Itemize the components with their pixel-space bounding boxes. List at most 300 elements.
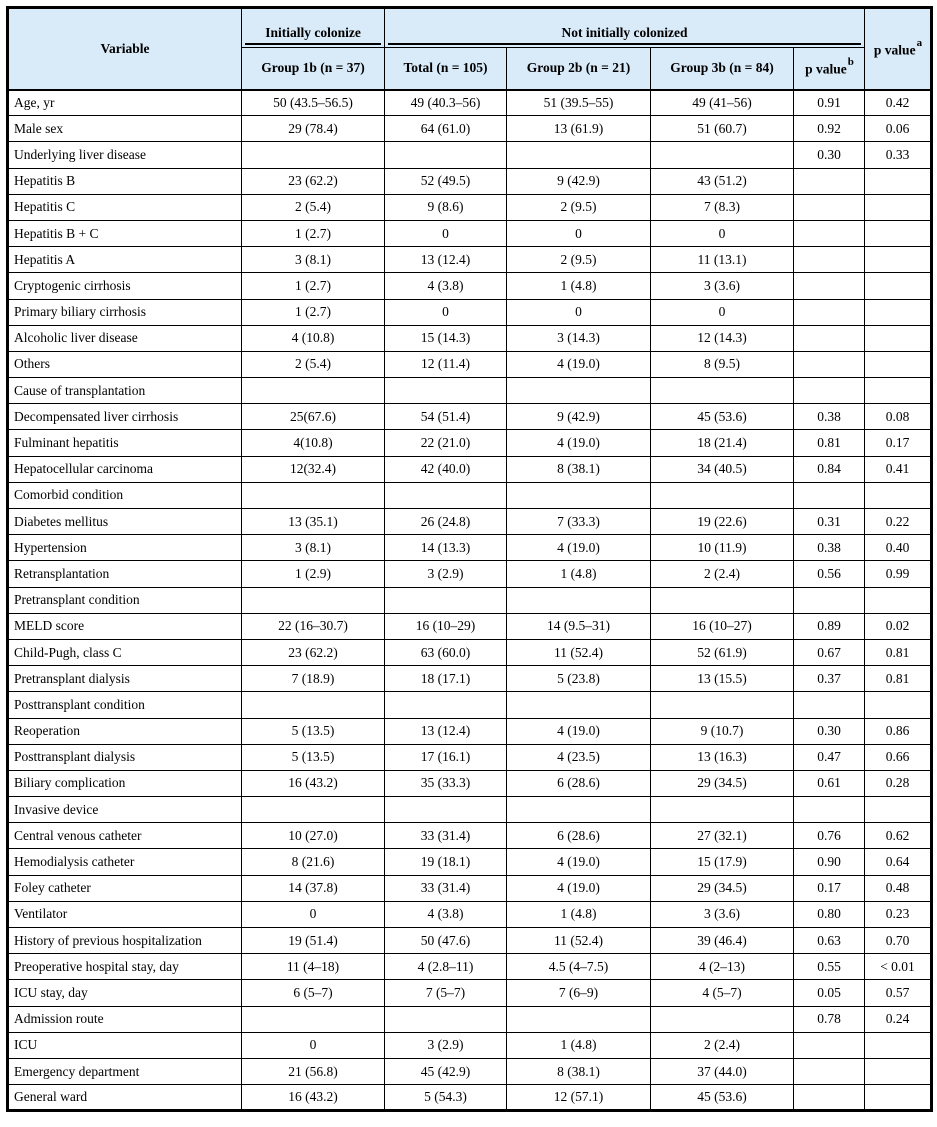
group2b-cell: 9 (42.9) (507, 168, 651, 194)
group3b-cell: 37 (44.0) (651, 1058, 794, 1084)
group2b-cell: 7 (6–9) (507, 980, 651, 1006)
group1b-cell: 5 (13.5) (242, 744, 385, 770)
table-row (8, 744, 932, 770)
group2b-cell: 13 (61.9) (507, 116, 651, 142)
variable-cell: Hepatitis B (8, 168, 242, 194)
group3b-cell: 51 (60.7) (651, 116, 794, 142)
table-row (8, 509, 932, 535)
group2b-cell: 12 (57.1) (507, 1085, 651, 1111)
table-row (8, 351, 932, 377)
group1b-cell: 16 (43.2) (242, 770, 385, 796)
p-value-b-cell (794, 1032, 865, 1058)
p-value-a-cell (865, 692, 932, 718)
table-row (8, 561, 932, 587)
table-row (8, 954, 932, 980)
group1b-cell: 1 (2.7) (242, 299, 385, 325)
group1b-cell: 13 (35.1) (242, 509, 385, 535)
not-initially-colonized-label: Not initially colonized (388, 25, 861, 45)
group3b-cell: 16 (10–27) (651, 613, 794, 639)
column-header-p-value-b (794, 48, 865, 90)
p-value-a-cell (865, 482, 932, 508)
variable-cell: Biliary complication (8, 770, 242, 796)
variable-cell: Fulminant hepatitis (8, 430, 242, 456)
variable-cell: Primary biliary cirrhosis (8, 299, 242, 325)
group3b-cell: 2 (2.4) (651, 561, 794, 587)
variable-cell: Comorbid condition (8, 482, 242, 508)
variable-cell: Others (8, 351, 242, 377)
table-row (8, 849, 932, 875)
table-row (8, 718, 932, 744)
p-value-a-cell: 0.62 (865, 823, 932, 849)
table-row (8, 1006, 932, 1032)
variable-cell: Hepatitis A (8, 247, 242, 273)
p-value-a-cell (865, 1085, 932, 1111)
column-header-total: Total (n = 105) (385, 48, 507, 90)
header-row-spans (8, 8, 932, 48)
group2b-cell (507, 1006, 651, 1032)
p-value-b-cell: 0.38 (794, 535, 865, 561)
p-value-b-cell: 0.47 (794, 744, 865, 770)
variable-cell: Alcoholic liver disease (8, 325, 242, 351)
group1b-cell: 11 (4–18) (242, 954, 385, 980)
p-value-b-cell (794, 299, 865, 325)
total-cell (385, 378, 507, 404)
group2b-cell: 8 (38.1) (507, 1058, 651, 1084)
p-value-a-cell (865, 194, 932, 220)
group1b-cell: 5 (13.5) (242, 718, 385, 744)
p-value-b-cell: 0.56 (794, 561, 865, 587)
table-row (8, 875, 932, 901)
table-row (8, 613, 932, 639)
group2b-cell: 8 (38.1) (507, 456, 651, 482)
p-value-b-cell: 0.81 (794, 430, 865, 456)
table-row (8, 430, 932, 456)
p-value-b-cell: 0.90 (794, 849, 865, 875)
p-value-a-cell (865, 378, 932, 404)
variable-cell: Admission route (8, 1006, 242, 1032)
variable-cell: Emergency department (8, 1058, 242, 1084)
p-value-a-cell (865, 797, 932, 823)
total-cell: 7 (5–7) (385, 980, 507, 1006)
total-cell: 35 (33.3) (385, 770, 507, 796)
variable-cell: Invasive device (8, 797, 242, 823)
group3b-cell (651, 1006, 794, 1032)
p-value-b-cell: 0.84 (794, 456, 865, 482)
p-value-a-cell: 0.66 (865, 744, 932, 770)
variable-cell: Foley catheter (8, 875, 242, 901)
column-header-group1b: Group 1b (n = 37) (242, 48, 385, 90)
group2b-cell (507, 587, 651, 613)
group2b-cell: 1 (4.8) (507, 273, 651, 299)
total-cell: 42 (40.0) (385, 456, 507, 482)
variable-cell: Ventilator (8, 901, 242, 927)
table-row (8, 901, 932, 927)
variable-cell: Posttransplant condition (8, 692, 242, 718)
variable-cell: Diabetes mellitus (8, 509, 242, 535)
p-value-b-cell (794, 1058, 865, 1084)
group2b-cell: 14 (9.5–31) (507, 613, 651, 639)
p-value-a-cell: 0.40 (865, 535, 932, 561)
variable-cell: Child-Pugh, class C (8, 639, 242, 665)
group1b-cell (242, 692, 385, 718)
total-cell: 45 (42.9) (385, 1058, 507, 1084)
group1b-cell: 4(10.8) (242, 430, 385, 456)
group3b-cell: 13 (16.3) (651, 744, 794, 770)
total-cell: 50 (47.6) (385, 928, 507, 954)
group1b-cell: 7 (18.9) (242, 666, 385, 692)
p-value-a-cell: 0.23 (865, 901, 932, 927)
group3b-cell: 27 (32.1) (651, 823, 794, 849)
group1b-cell (242, 1006, 385, 1032)
group1b-cell: 25(67.6) (242, 404, 385, 430)
total-cell: 13 (12.4) (385, 718, 507, 744)
table-row (8, 980, 932, 1006)
group3b-cell: 13 (15.5) (651, 666, 794, 692)
group1b-cell (242, 797, 385, 823)
group3b-cell: 39 (46.4) (651, 928, 794, 954)
group1b-cell: 3 (8.1) (242, 247, 385, 273)
variable-cell: Retransplantation (8, 561, 242, 587)
variable-cell: Central venous catheter (8, 823, 242, 849)
group2b-cell: 4 (19.0) (507, 718, 651, 744)
variable-cell: MELD score (8, 613, 242, 639)
group2b-cell (507, 482, 651, 508)
table-row (8, 535, 932, 561)
group1b-cell: 12(32.4) (242, 456, 385, 482)
p-value-a-cell: 0.22 (865, 509, 932, 535)
group1b-cell: 23 (62.2) (242, 168, 385, 194)
p-value-b-cell (794, 273, 865, 299)
column-header-p-value-a (865, 8, 932, 90)
variable-cell: General ward (8, 1085, 242, 1111)
group3b-cell: 4 (5–7) (651, 980, 794, 1006)
group3b-cell: 18 (21.4) (651, 430, 794, 456)
group3b-cell: 11 (13.1) (651, 247, 794, 273)
total-cell: 4 (3.8) (385, 901, 507, 927)
p-value-b-cell: 0.78 (794, 1006, 865, 1032)
group3b-cell (651, 378, 794, 404)
group3b-cell (651, 692, 794, 718)
variable-cell: History of previous hospitalization (8, 928, 242, 954)
group2b-cell: 9 (42.9) (507, 404, 651, 430)
group3b-cell: 34 (40.5) (651, 456, 794, 482)
p-value-b-cell: 0.76 (794, 823, 865, 849)
group2b-cell (507, 142, 651, 168)
group2b-cell: 4 (19.0) (507, 351, 651, 377)
table-row (8, 797, 932, 823)
group3b-cell: 45 (53.6) (651, 404, 794, 430)
group2b-cell: 4 (19.0) (507, 535, 651, 561)
variable-cell: Reoperation (8, 718, 242, 744)
p-value-b-cell (794, 692, 865, 718)
group1b-cell: 0 (242, 901, 385, 927)
group3b-cell (651, 482, 794, 508)
p-value-a-cell: 0.57 (865, 980, 932, 1006)
p-value-a-cell (865, 1058, 932, 1084)
table-row (8, 666, 932, 692)
p-value-a-cell: 0.81 (865, 666, 932, 692)
group3b-cell: 29 (34.5) (651, 875, 794, 901)
group3b-cell (651, 142, 794, 168)
group1b-cell: 2 (5.4) (242, 351, 385, 377)
p-value-b-cell: 0.61 (794, 770, 865, 796)
initially-colonize-label: Initially colonize (245, 25, 381, 45)
group3b-cell: 8 (9.5) (651, 351, 794, 377)
group2b-cell: 4 (23.5) (507, 744, 651, 770)
p-value-a-cell (865, 351, 932, 377)
p-value-a-cell: 0.28 (865, 770, 932, 796)
total-cell: 14 (13.3) (385, 535, 507, 561)
group2b-cell: 4 (19.0) (507, 875, 651, 901)
p-value-b-cell: 0.31 (794, 509, 865, 535)
total-cell: 0 (385, 299, 507, 325)
group1b-cell (242, 482, 385, 508)
table-row (8, 692, 932, 718)
group3b-cell: 2 (2.4) (651, 1032, 794, 1058)
variable-cell: Preoperative hospital stay, day (8, 954, 242, 980)
group2b-cell: 2 (9.5) (507, 194, 651, 220)
p-value-b-cell (794, 797, 865, 823)
p-value-b-cell: 0.55 (794, 954, 865, 980)
p-value-b-cell (794, 247, 865, 273)
variable-cell: Male sex (8, 116, 242, 142)
group3b-cell: 0 (651, 220, 794, 246)
group2b-cell: 6 (28.6) (507, 770, 651, 796)
total-cell: 12 (11.4) (385, 351, 507, 377)
variable-cell: Cryptogenic cirrhosis (8, 273, 242, 299)
superscript-a: a (916, 36, 923, 49)
p-value-b-cell: 0.30 (794, 142, 865, 168)
p-value-a-cell: 0.81 (865, 639, 932, 665)
group1b-cell: 29 (78.4) (242, 116, 385, 142)
p-value-a-cell: 0.42 (865, 90, 932, 116)
p-value-a-cell: < 0.01 (865, 954, 932, 980)
group1b-cell: 2 (5.4) (242, 194, 385, 220)
group2b-cell: 3 (14.3) (507, 325, 651, 351)
group2b-cell (507, 378, 651, 404)
group1b-cell: 14 (37.8) (242, 875, 385, 901)
variable-cell: Hemodialysis catheter (8, 849, 242, 875)
p-value-a-cell: 0.99 (865, 561, 932, 587)
p-value-a-cell: 0.64 (865, 849, 932, 875)
group2b-cell: 51 (39.5–55) (507, 90, 651, 116)
table-row (8, 168, 932, 194)
table-row (8, 823, 932, 849)
p-value-a-cell: 0.86 (865, 718, 932, 744)
p-value-b-cell: 0.17 (794, 875, 865, 901)
patient-characteristics-table (6, 6, 933, 1112)
variable-cell: Posttransplant dialysis (8, 744, 242, 770)
total-cell (385, 692, 507, 718)
p-value-b-cell: 0.67 (794, 639, 865, 665)
p-value-a-cell: 0.06 (865, 116, 932, 142)
group3b-cell: 3 (3.6) (651, 901, 794, 927)
table-row (8, 770, 932, 796)
total-cell: 4 (2.8–11) (385, 954, 507, 980)
total-cell: 26 (24.8) (385, 509, 507, 535)
group2b-cell: 11 (52.4) (507, 928, 651, 954)
variable-cell: Pretransplant condition (8, 587, 242, 613)
variable-cell: Hypertension (8, 535, 242, 561)
table-row (8, 928, 932, 954)
group1b-cell: 50 (43.5–56.5) (242, 90, 385, 116)
column-group-initially-colonize (242, 8, 385, 48)
total-cell (385, 142, 507, 168)
column-header-variable: Variable (8, 8, 242, 90)
group2b-cell: 5 (23.8) (507, 666, 651, 692)
group2b-cell: 4 (19.0) (507, 430, 651, 456)
total-cell: 33 (31.4) (385, 875, 507, 901)
p-value-a-cell (865, 299, 932, 325)
total-cell: 49 (40.3–56) (385, 90, 507, 116)
table-row (8, 1085, 932, 1111)
total-cell: 22 (21.0) (385, 430, 507, 456)
group3b-cell: 15 (17.9) (651, 849, 794, 875)
total-cell: 3 (2.9) (385, 1032, 507, 1058)
group3b-cell: 52 (61.9) (651, 639, 794, 665)
total-cell: 13 (12.4) (385, 247, 507, 273)
p-value-a-cell: 0.17 (865, 430, 932, 456)
p-value-b-cell (794, 325, 865, 351)
total-cell: 4 (3.8) (385, 273, 507, 299)
p-value-a-cell: 0.33 (865, 142, 932, 168)
group3b-cell: 43 (51.2) (651, 168, 794, 194)
group1b-cell: 10 (27.0) (242, 823, 385, 849)
group1b-cell: 19 (51.4) (242, 928, 385, 954)
p-value-a-label: p value (873, 42, 916, 57)
group2b-cell: 0 (507, 220, 651, 246)
table-row (8, 456, 932, 482)
p-value-a-cell (865, 247, 932, 273)
p-value-b-cell: 0.80 (794, 901, 865, 927)
variable-cell: Hepatitis B + C (8, 220, 242, 246)
group1b-cell: 3 (8.1) (242, 535, 385, 561)
total-cell (385, 482, 507, 508)
group3b-cell (651, 797, 794, 823)
total-cell: 15 (14.3) (385, 325, 507, 351)
variable-cell: ICU stay, day (8, 980, 242, 1006)
table-row (8, 587, 932, 613)
group3b-cell: 49 (41–56) (651, 90, 794, 116)
table-row (8, 639, 932, 665)
p-value-b-cell (794, 351, 865, 377)
table-body (8, 90, 932, 1111)
column-header-group2b: Group 2b (n = 21) (507, 48, 651, 90)
p-value-b-cell: 0.38 (794, 404, 865, 430)
p-value-a-cell: 0.70 (865, 928, 932, 954)
p-value-b-cell: 0.37 (794, 666, 865, 692)
group2b-cell (507, 692, 651, 718)
table-row (8, 482, 932, 508)
table-row (8, 325, 932, 351)
table-row (8, 404, 932, 430)
variable-cell: Age, yr (8, 90, 242, 116)
table-row (8, 273, 932, 299)
group1b-cell (242, 142, 385, 168)
p-value-a-cell (865, 220, 932, 246)
variable-cell: Hepatocellular carcinoma (8, 456, 242, 482)
group3b-cell: 4 (2–13) (651, 954, 794, 980)
group3b-cell: 19 (22.6) (651, 509, 794, 535)
p-value-b-cell: 0.30 (794, 718, 865, 744)
group1b-cell (242, 587, 385, 613)
group3b-cell: 45 (53.6) (651, 1085, 794, 1111)
group2b-cell: 1 (4.8) (507, 901, 651, 927)
group1b-cell: 22 (16–30.7) (242, 613, 385, 639)
group2b-cell: 11 (52.4) (507, 639, 651, 665)
group1b-cell: 4 (10.8) (242, 325, 385, 351)
p-value-b-cell (794, 378, 865, 404)
total-cell (385, 1006, 507, 1032)
group1b-cell: 21 (56.8) (242, 1058, 385, 1084)
group2b-cell: 1 (4.8) (507, 561, 651, 587)
p-value-b-cell (794, 168, 865, 194)
p-value-b-cell (794, 194, 865, 220)
total-cell (385, 587, 507, 613)
total-cell: 54 (51.4) (385, 404, 507, 430)
p-value-a-cell: 0.24 (865, 1006, 932, 1032)
total-cell: 3 (2.9) (385, 561, 507, 587)
variable-cell: Pretransplant dialysis (8, 666, 242, 692)
variable-cell: Cause of transplantation (8, 378, 242, 404)
table-header (8, 8, 932, 90)
total-cell: 19 (18.1) (385, 849, 507, 875)
group1b-cell: 23 (62.2) (242, 639, 385, 665)
group1b-cell: 16 (43.2) (242, 1085, 385, 1111)
group2b-cell: 7 (33.3) (507, 509, 651, 535)
column-group-not-initially-colonized (385, 8, 865, 48)
table-row (8, 220, 932, 246)
p-value-a-cell (865, 273, 932, 299)
group3b-cell: 7 (8.3) (651, 194, 794, 220)
p-value-a-cell: 0.48 (865, 875, 932, 901)
group1b-cell: 8 (21.6) (242, 849, 385, 875)
p-value-a-cell: 0.08 (865, 404, 932, 430)
table-row (8, 1032, 932, 1058)
superscript-b: b (847, 56, 854, 68)
total-cell: 16 (10–29) (385, 613, 507, 639)
group3b-cell: 12 (14.3) (651, 325, 794, 351)
p-value-a-cell (865, 168, 932, 194)
group3b-cell: 9 (10.7) (651, 718, 794, 744)
p-value-a-cell (865, 325, 932, 351)
group2b-cell (507, 797, 651, 823)
group1b-cell: 1 (2.9) (242, 561, 385, 587)
p-value-b-cell (794, 220, 865, 246)
total-cell: 0 (385, 220, 507, 246)
group1b-cell: 1 (2.7) (242, 273, 385, 299)
total-cell: 64 (61.0) (385, 116, 507, 142)
group2b-cell: 0 (507, 299, 651, 325)
variable-cell: Underlying liver disease (8, 142, 242, 168)
total-cell: 52 (49.5) (385, 168, 507, 194)
variable-cell: ICU (8, 1032, 242, 1058)
total-cell: 33 (31.4) (385, 823, 507, 849)
group1b-cell: 1 (2.7) (242, 220, 385, 246)
p-value-b-cell (794, 482, 865, 508)
total-cell: 17 (16.1) (385, 744, 507, 770)
total-cell: 18 (17.1) (385, 666, 507, 692)
p-value-b-cell (794, 1085, 865, 1111)
total-cell: 5 (54.3) (385, 1085, 507, 1111)
table-row (8, 299, 932, 325)
p-value-b-cell (794, 587, 865, 613)
column-header-group3b: Group 3b (n = 84) (651, 48, 794, 90)
group2b-cell: 2 (9.5) (507, 247, 651, 273)
p-value-b-cell: 0.05 (794, 980, 865, 1006)
group2b-cell: 6 (28.6) (507, 823, 651, 849)
total-cell: 63 (60.0) (385, 639, 507, 665)
